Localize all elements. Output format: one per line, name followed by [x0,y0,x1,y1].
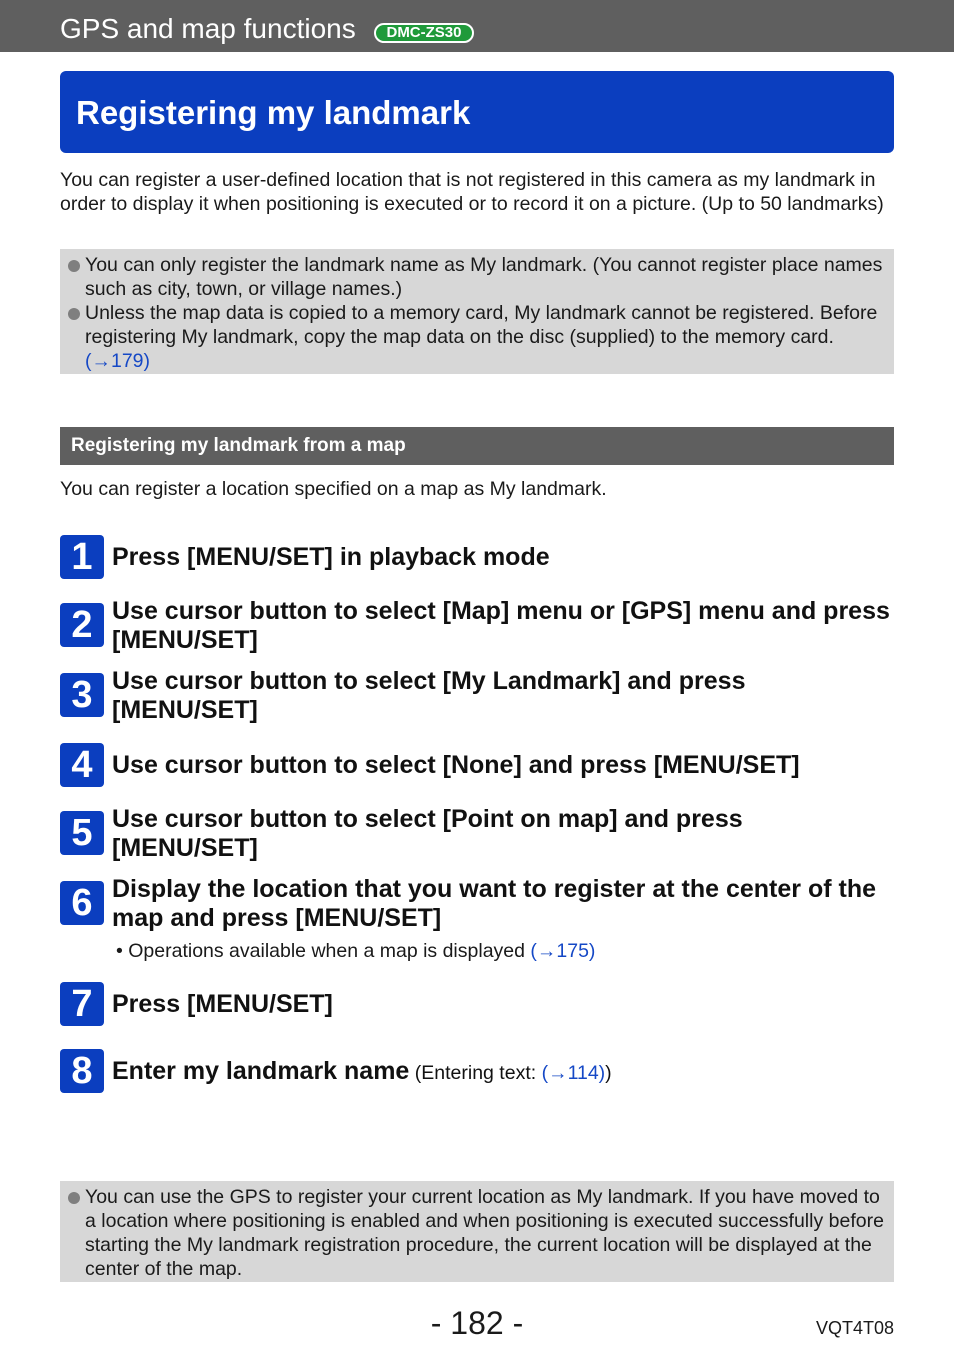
note-text: You can use the GPS to register your current location as My landmark. If you have moved to a location where positioning is enabled and when positioning is executed successfully before starting the My landmark registration procedure, the current location will be displayed at the center of the map. [85,1186,884,1280]
page-link-175[interactable]: (→175) [530,940,596,962]
note-text: Unless the map data is copied to a memory card, My landmark cannot be registered. Before registering My landmark, copy the map data on the disc (supplied) to the memory card. [85,302,878,348]
note-text: You can only register the landmark name as My landmark. (You cannot register place names such as city, town, or village names.) [85,254,883,300]
note-item [68,253,884,301]
bullet-icon [68,308,80,320]
step-text: Use cursor button to select [Point on map] and press [MENU/SET] [112,805,743,862]
bullet-icon [68,1192,80,1204]
step-number: 2 [60,603,104,647]
step-number: 7 [60,982,104,1026]
step-text-extra: (Entering text: [409,1062,542,1084]
step-text-main: Enter my landmark name [112,1057,410,1085]
step-number: 1 [60,535,104,579]
note-item [68,1185,884,1281]
model-badge: DMC-ZS30 [374,23,474,43]
step-text-extra-close: ) [605,1062,612,1084]
step-note-text: • Operations available when a map is displayed [116,940,531,962]
notes-bottom-box [60,1181,894,1282]
step-text: Use cursor button to select [My Landmark] and press [MENU/SET] [112,667,746,724]
page-title: Registering my landmark [76,94,471,131]
page-link-179[interactable]: (→179) [85,350,151,372]
title-box [60,71,894,153]
step-text: Use cursor button to select [Map] menu or [GPS] menu and press [MENU/SET] [112,597,890,654]
page-number: - 182 - [430,1305,524,1341]
step-number: 3 [60,673,104,717]
step-number: 4 [60,743,104,787]
step-text: Use cursor button to select [None] and press [MENU/SET] [112,751,800,779]
document-code: VQT4T08 [815,1318,894,1338]
step-number: 6 [60,881,104,925]
notes-top-box [60,249,894,374]
step-number: 5 [60,811,104,855]
note-item [68,301,884,373]
step-text: Press [MENU/SET] [112,990,333,1018]
header-bar [0,0,954,52]
subsection-intro: You can register a location specified on a map as My landmark. [60,478,607,500]
step-text [112,1057,612,1088]
step-text: Display the location that you want to register at the center of the map and press [MENU/SET] [112,875,877,932]
section-title: GPS and map functions [60,13,356,44]
step-text: Press [MENU/SET] in playback mode [112,543,550,571]
subsection-title: Registering my landmark from a map [71,435,406,456]
intro-paragraph: You can register a user-defined location that is not registered in this camera as my landmark in order to display it when positioning is executed or to record it on a picture. (Up to 50 landmarks) [60,169,884,215]
step-number: 8 [60,1049,104,1093]
step-note [116,939,595,963]
subsection-header [60,427,894,465]
bullet-icon [68,260,80,272]
page-link-114[interactable]: (→114) [541,1062,606,1084]
